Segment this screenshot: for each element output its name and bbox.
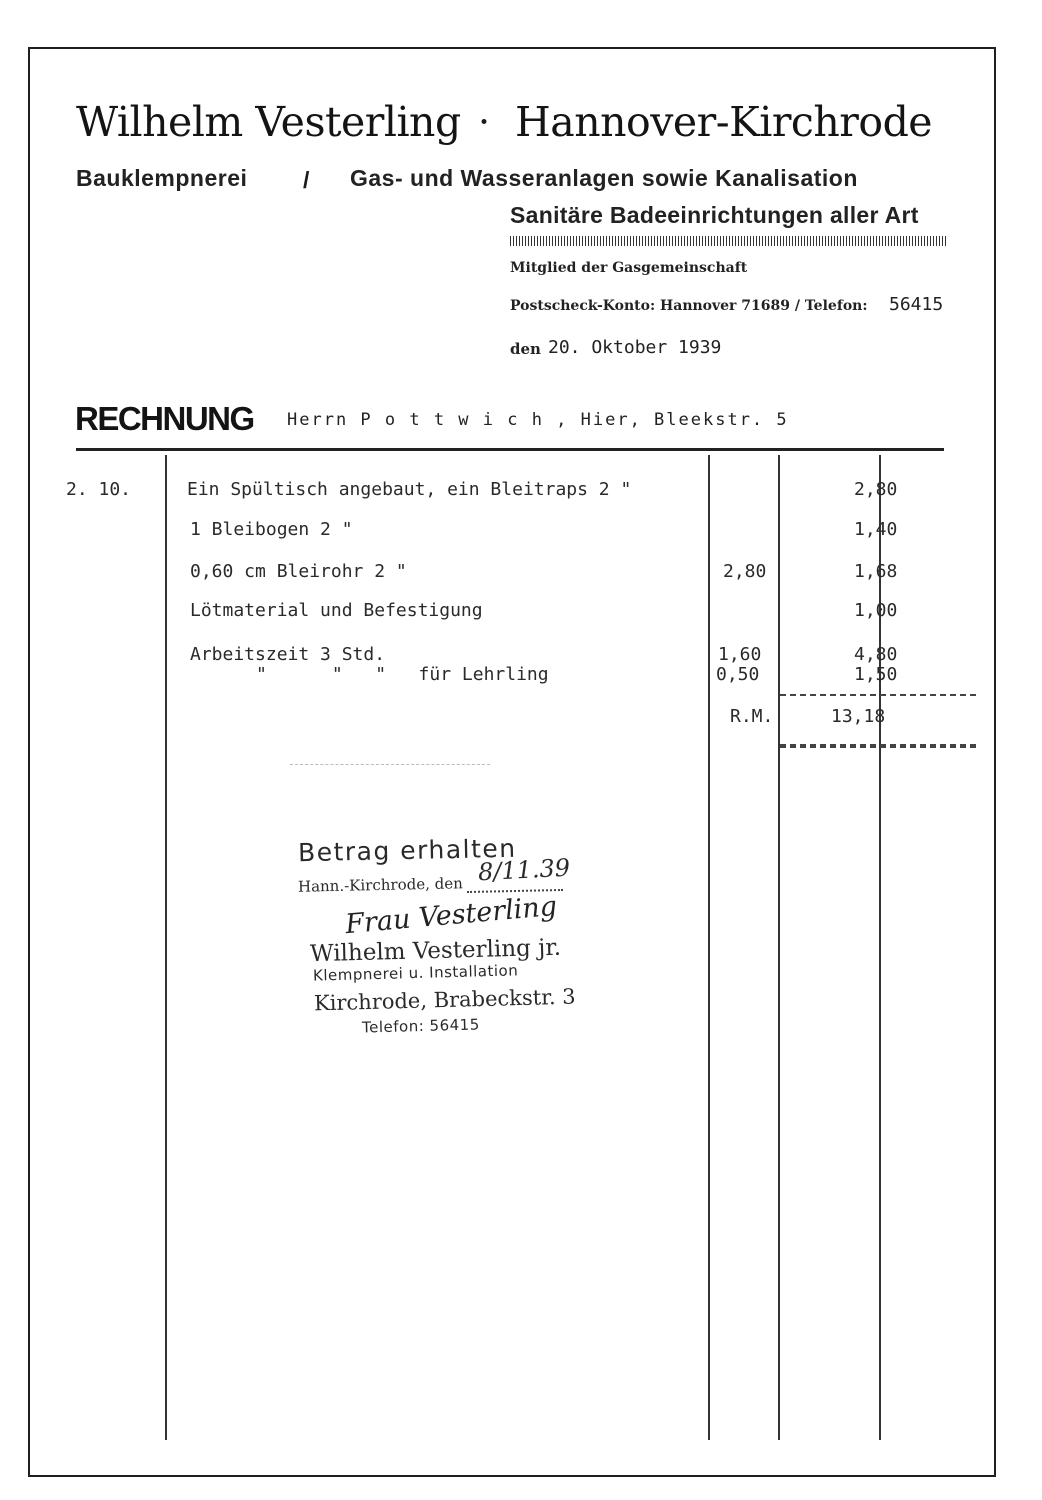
subtotal-rule [780, 694, 976, 696]
item-description: Ein Spültisch angebaut, ein Bleitraps 2 " [187, 479, 632, 500]
company-services: Gas- und Wasseranlagen sowie Kanalisation [350, 165, 858, 191]
stamp-title: Betrag erhalten [297, 833, 517, 868]
item-amount: 2,80 [854, 479, 898, 500]
column-line-amount [778, 455, 780, 1440]
item-description: 0,60 cm Bleirohr 2 " [190, 561, 407, 582]
company-name: Wilhelm Vesterling [76, 98, 461, 146]
handwritten-signature: Frau Vesterling [344, 890, 559, 941]
item-amount: 1,00 [854, 600, 898, 621]
stamp-company-name: Wilhelm Vesterling jr. [309, 934, 562, 968]
item-unit-price: 0,50 [716, 664, 760, 685]
item-description: " " " für Lehrling [256, 664, 549, 685]
hatched-divider [510, 236, 946, 246]
company-city: Hannover-Kirchrode [515, 98, 933, 146]
column-line-date [165, 455, 167, 1440]
postscheck-account: Postscheck-Konto: Hannover 71689 / Telefon: [510, 298, 868, 314]
faint-dotted-line [290, 764, 490, 765]
membership-note: Mitglied der Gasgemeinschaft [510, 260, 748, 276]
item-amount: 4,80 [854, 644, 898, 665]
stamp-phone: Telefon: 56415 [361, 1015, 480, 1037]
item-unit-price: 1,60 [718, 644, 762, 665]
item-amount: 1,50 [854, 664, 898, 685]
invoice-date: 20. Oktober 1939 [548, 337, 722, 358]
invoice-total: 13,18 [831, 706, 886, 727]
stamp-handwritten-date: 8/11.39 [477, 853, 571, 887]
column-line-unit [708, 455, 710, 1440]
company-trade: Bauklempnerei [76, 165, 248, 191]
item-amount: 1,68 [854, 561, 898, 582]
item-description: Arbeitszeit 3 Std. [190, 644, 386, 665]
currency-label: R.M. [730, 706, 774, 727]
row-date: 2. 10. [66, 479, 132, 500]
phone-number: 56415 [889, 294, 944, 315]
trade-separator: / [303, 167, 310, 193]
total-double-rule [780, 744, 976, 748]
company-sanitary: Sanitäre Badeeinrichtungen aller Art [510, 202, 919, 228]
invoice-recipient: Herrn P o t t w i c h , Hier, Bleekstr. 5 [287, 410, 789, 430]
date-prefix: den [510, 340, 541, 358]
item-description: Lötmaterial und Befestigung [190, 600, 483, 621]
item-unit-price: 2,80 [723, 561, 767, 582]
stamp-trade: Klempnerei u. Installation [312, 961, 519, 985]
item-description: 1 Bleibogen 2 " [190, 519, 353, 540]
item-amount: 1,40 [854, 519, 898, 540]
stamp-place: Hann.-Kirchrode, den [297, 874, 463, 896]
heading-rule [76, 448, 944, 451]
stamp-address: Kirchrode, Brabeckstr. 3 [313, 984, 576, 1016]
invoice-heading: RECHNUNG [75, 400, 254, 437]
letterhead-separator: · [478, 100, 491, 144]
